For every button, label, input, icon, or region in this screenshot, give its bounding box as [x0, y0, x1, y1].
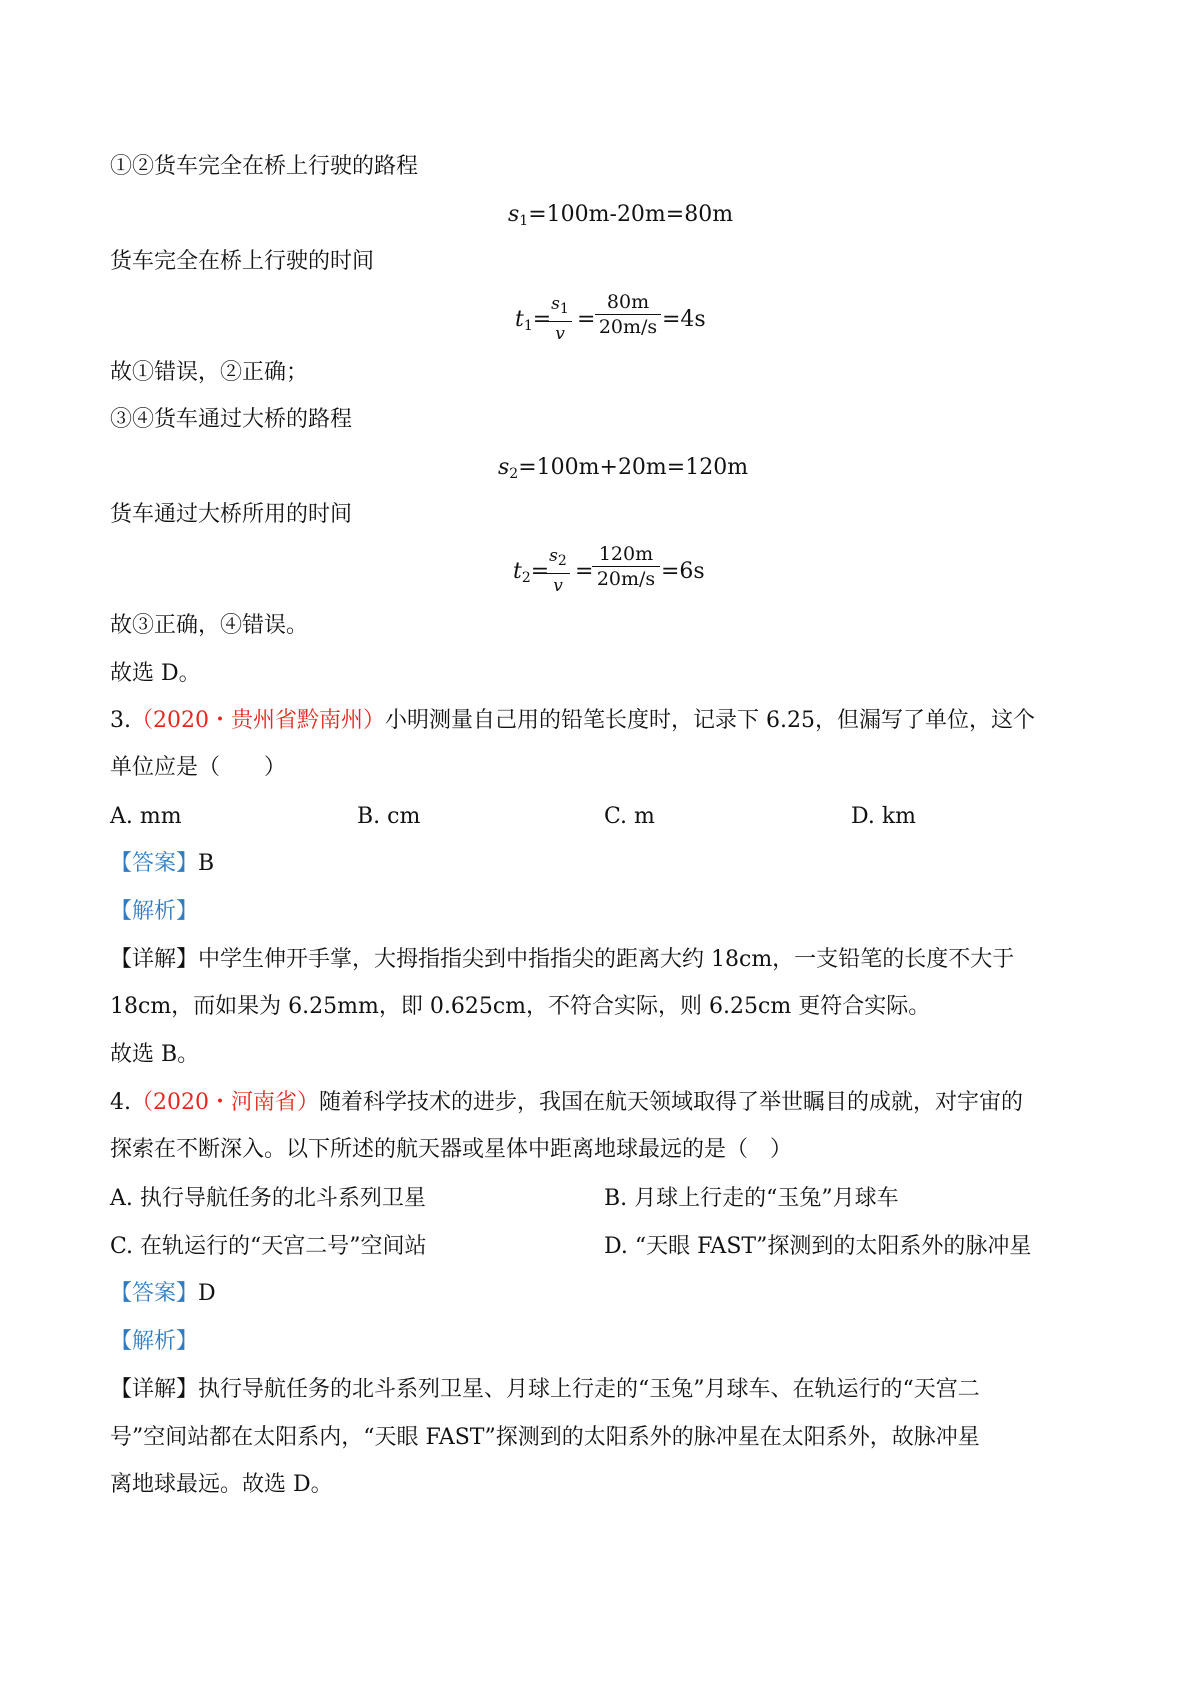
question-number: 3. [110, 708, 131, 733]
equation-rhs: =100m+20m=120m [518, 455, 749, 480]
solution-line-3: 故①错误，②正确； [110, 360, 309, 385]
option-b: B. cm [357, 804, 421, 829]
equation-result: =4s [662, 307, 706, 332]
equation-s2 [498, 453, 748, 489]
option-d: D. “天眼 FAST”探测到的太阳系外的脉冲星 [604, 1234, 1032, 1259]
solution-line-7: 故选 D。 [110, 661, 201, 686]
solution-line-6: 故③正确，④错误。 [110, 613, 309, 638]
answer-tag: 【答案】 [110, 1281, 199, 1306]
option-c: C. 在轨运行的“天宫二号”空间站 [110, 1234, 427, 1259]
equation-sub: 2 [509, 466, 519, 482]
equation-var: t [515, 307, 524, 332]
analysis-tag: 【解析】 [110, 899, 199, 924]
question-source: （2020・贵州省黔南州） [131, 708, 385, 733]
question-4-line-2: 探索在不断深入。以下所述的航天器或星体中距离地球最远的是（ ） [110, 1137, 793, 1162]
solution-line-2: 货车完全在桥上行驶的时间 [110, 249, 375, 274]
question-3-line-1 [110, 706, 1035, 736]
equation-sub: 1 [519, 213, 529, 229]
fraction-s1-over-v: $s_1$ v [548, 292, 572, 346]
answer-value: B [198, 851, 215, 876]
equation-sub: 1 [523, 318, 533, 334]
equation-result: =6s [661, 559, 705, 584]
detail-line-2: 18cm，而如果为 6.25mm，即 0.625cm，不符合实际，则 6.25cm 更符合实际。 [110, 994, 931, 1019]
solution-line-4: ③④货车通过大桥的路程 [110, 407, 353, 432]
detail-line-1 [110, 945, 1014, 975]
solution-line-5: 货车通过大桥所用的时间 [110, 502, 353, 527]
answer-tag: 【答案】 [110, 851, 199, 876]
question-source: （2020・河南省） [131, 1090, 319, 1115]
fraction-s2-over-v: $s_2$ v [546, 544, 570, 598]
question-text: 随着科学技术的进步，我国在航天领域取得了举世瞩目的成就，对宇宙的 [319, 1090, 1024, 1115]
option-a: A. mm [110, 804, 182, 829]
question-number: 4. [110, 1090, 131, 1115]
question-text: 小明测量自己用的铅笔长度时，记录下 6.25，但漏写了单位，这个 [385, 708, 1035, 733]
equation-var: s [508, 202, 520, 227]
answer-line [110, 849, 214, 879]
fraction-value: 120m 20m/s [592, 542, 660, 591]
question-4-line-1 [110, 1088, 1023, 1118]
detail-tag: 【详解】 [110, 947, 199, 972]
detail-line-1 [110, 1375, 980, 1405]
analysis-tag: 【解析】 [110, 1329, 199, 1354]
equation-sub: 2 [521, 570, 531, 586]
equation-equals: = [532, 307, 552, 332]
option-d: D. km [851, 804, 917, 829]
equation-equals-2: = [577, 307, 596, 332]
question-3-line-2: 单位应是（ ） [110, 755, 287, 780]
answer-line [110, 1279, 216, 1309]
equation-s1 [508, 200, 733, 236]
conclusion-line: 故选 B。 [110, 1042, 200, 1067]
equation-equals: = [530, 559, 550, 584]
detail-text: 执行导航任务的北斗系列卫星、月球上行走的“玉兔”月球车、在轨运行的“天宫二 [198, 1377, 980, 1402]
equation-rhs: =100m-20m=80m [528, 202, 734, 227]
detail-line-3: 离地球最远。故选 D。 [110, 1472, 333, 1497]
detail-text: 中学生伸开手掌，大拇指指尖到中指指尖的距离大约 18cm，一支铅笔的长度不大于 [198, 947, 1015, 972]
equation-var: t [513, 559, 522, 584]
fraction-value: 80m 20m/s [595, 290, 661, 339]
option-a: A. 执行导航任务的北斗系列卫星 [110, 1186, 426, 1211]
detail-tag: 【详解】 [110, 1377, 199, 1402]
detail-line-2: 号”空间站都在太阳系内，“天眼 FAST”探测到的太阳系外的脉冲星在太阳系外，故脉冲星 [110, 1425, 980, 1450]
option-b: B. 月球上行走的“玉兔”月球车 [604, 1186, 899, 1211]
answer-value: D [198, 1281, 216, 1306]
option-c: C. m [604, 804, 655, 829]
equation-equals-2: = [575, 559, 594, 584]
solution-line-1: ①②货车完全在桥上行驶的路程 [110, 154, 419, 179]
equation-var: s [498, 455, 510, 480]
